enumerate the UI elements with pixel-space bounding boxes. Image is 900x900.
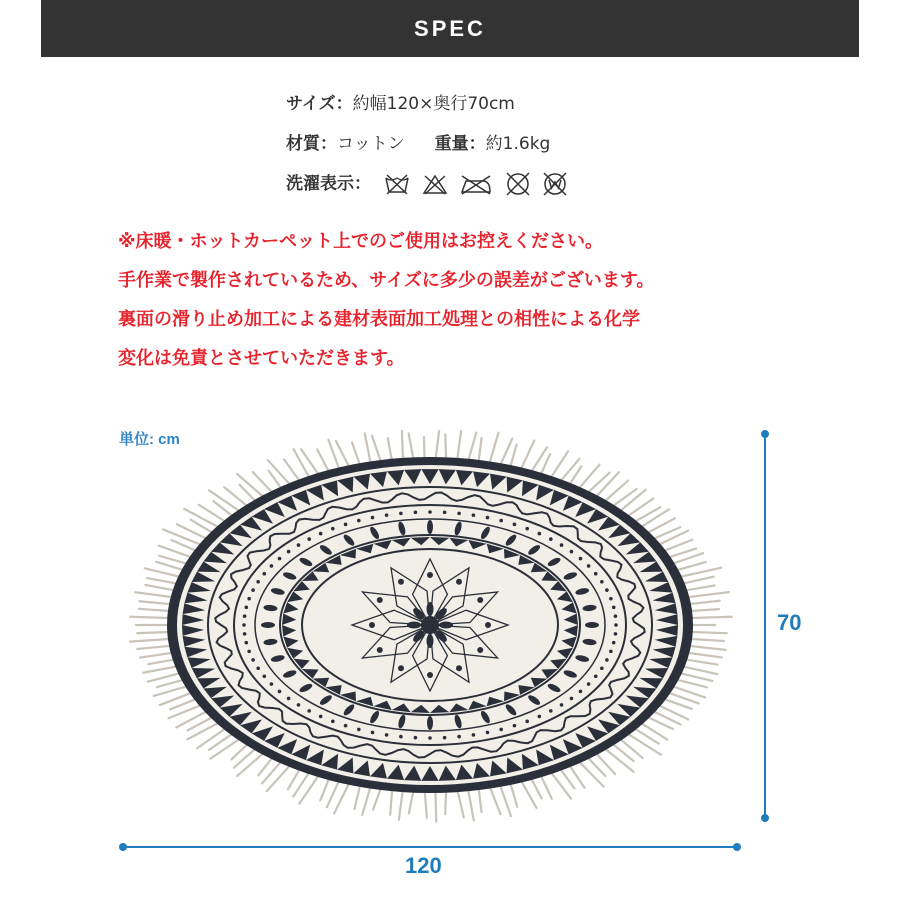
wash-label: 洗濯表示： bbox=[286, 174, 371, 194]
weight-label: 重量： bbox=[434, 134, 486, 154]
note-line: ※床暖・ホットカーペット上でのご使用はお控えください。 bbox=[118, 231, 603, 252]
width-label: 120 bbox=[405, 853, 442, 878]
material-value: コットン bbox=[337, 134, 405, 154]
note-line: 変化は免責とさせていただきます。 bbox=[118, 348, 405, 369]
height-dimension-end bbox=[761, 814, 769, 822]
weight-value: 約1.6kg bbox=[485, 134, 551, 154]
width-dimension-end bbox=[119, 843, 127, 851]
unit-label: 単位: cm bbox=[119, 431, 180, 448]
material-label: 材質： bbox=[286, 134, 337, 154]
height-dimension-end bbox=[761, 430, 769, 438]
spec-title: SPEC bbox=[414, 15, 486, 41]
note-line: 手作業で製作されているため、サイズに多少の誤差がございます。 bbox=[118, 270, 655, 291]
rug-image bbox=[118, 430, 748, 830]
size-value: 約幅120×奥行70cm bbox=[352, 94, 515, 114]
width-dimension-end bbox=[733, 843, 741, 851]
note-line: 裏面の滑り止め加工による建材表面加工処理との相性による化学 bbox=[118, 309, 640, 330]
rug-center-dot bbox=[421, 616, 439, 634]
size-label: サイズ： bbox=[286, 94, 353, 114]
height-label: 70 bbox=[777, 610, 802, 635]
